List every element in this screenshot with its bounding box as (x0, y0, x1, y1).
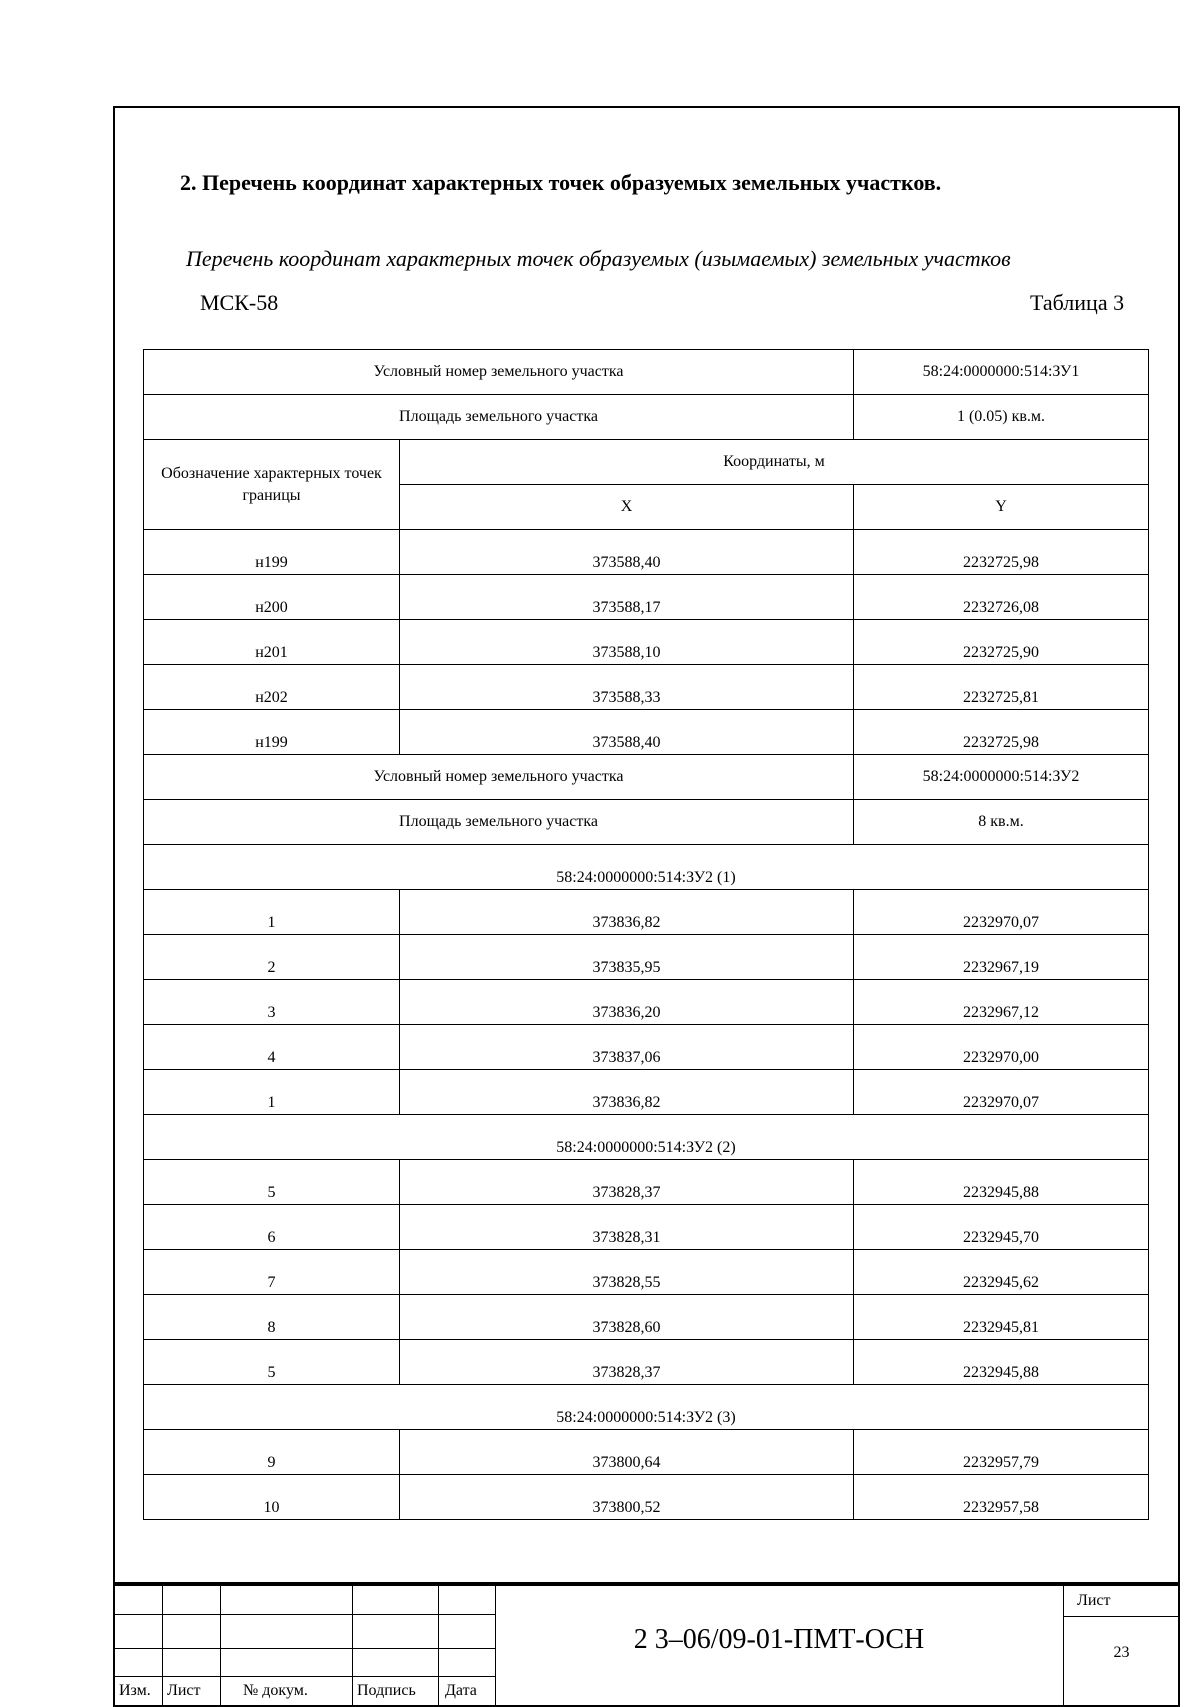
coords-header: Координаты, м (400, 440, 1149, 485)
y-header: Y (854, 485, 1149, 530)
point-x: 373588,33 (400, 665, 854, 710)
point-y: 2232725,98 (854, 710, 1149, 755)
point-y: 2232957,58 (854, 1475, 1149, 1520)
parcel-area-row (144, 800, 1149, 845)
table-row (144, 1340, 1149, 1385)
point-x: 373828,55 (400, 1250, 854, 1295)
point-x: 373836,82 (400, 1070, 854, 1115)
point-y: 2232957,79 (854, 1430, 1149, 1475)
table-row (144, 935, 1149, 980)
point-x: 373588,17 (400, 575, 854, 620)
stamp-divider (220, 1584, 221, 1707)
point-y: 2232726,08 (854, 575, 1149, 620)
point-y: 2232725,81 (854, 665, 1149, 710)
point-name: 2 (144, 935, 400, 980)
point-name: 8 (144, 1295, 400, 1340)
table-row (144, 1160, 1149, 1205)
table-row (144, 1070, 1149, 1115)
point-name: 6 (144, 1205, 400, 1250)
table-row (144, 1430, 1149, 1475)
contour-row (144, 845, 1149, 890)
point-y: 2232967,12 (854, 980, 1149, 1025)
stamp-divider (1063, 1616, 1180, 1617)
point-y: 2232945,62 (854, 1250, 1149, 1295)
stamp-divider (352, 1584, 353, 1707)
point-x: 373588,40 (400, 530, 854, 575)
stamp-divider (162, 1584, 163, 1707)
point-x: 373828,60 (400, 1295, 854, 1340)
point-y: 2232945,81 (854, 1295, 1149, 1340)
point-x: 373836,82 (400, 890, 854, 935)
point-y: 2232967,19 (854, 935, 1149, 980)
point-x: 373837,06 (400, 1025, 854, 1070)
stamp-col-docnum: № докум. (243, 1682, 308, 1699)
parcel-area-label: Площадь земельного участка (144, 800, 854, 845)
point-y: 2232725,98 (854, 530, 1149, 575)
point-name: н200 (144, 575, 400, 620)
table-label: Таблица 3 (1030, 290, 1125, 315)
table-row (144, 575, 1149, 620)
sheet-number: 23 (1113, 1644, 1130, 1661)
table-row (144, 1250, 1149, 1295)
point-y: 2232970,07 (854, 1070, 1149, 1115)
table-row (144, 665, 1149, 710)
table-row (144, 980, 1149, 1025)
point-y: 2232945,88 (854, 1340, 1149, 1385)
table-row (144, 620, 1149, 665)
point-name: 5 (144, 1160, 400, 1205)
table-row (144, 1205, 1149, 1250)
parcel-number-row (144, 350, 1149, 395)
contour-name: 58:24:0000000:514:ЗУ2 (3) (144, 1385, 1149, 1430)
point-name: 3 (144, 980, 400, 1025)
table-row (144, 1475, 1149, 1520)
table-subtitle: Перечень координат характерных точек образуемых (изымаемых) земельных участков (186, 246, 1011, 271)
contour-name: 58:24:0000000:514:ЗУ2 (1) (144, 845, 1149, 890)
point-name: 9 (144, 1430, 400, 1475)
x-header: X (400, 485, 854, 530)
point-x: 373835,95 (400, 935, 854, 980)
stamp-col-sheet: Лист (167, 1682, 201, 1699)
stamp-col-signature: Подпись (357, 1682, 416, 1699)
point-name: н199 (144, 530, 400, 575)
parcel-area-row (144, 395, 1149, 440)
table-row (144, 1025, 1149, 1070)
point-name: 5 (144, 1340, 400, 1385)
point-name: н199 (144, 710, 400, 755)
point-name-header: Обозначение характерных точек границы (144, 440, 400, 530)
stamp-divider (115, 1648, 495, 1649)
coordinate-system: МСК-58 (200, 290, 279, 315)
parcel-area-value: 8 кв.м. (854, 800, 1149, 845)
table-row (144, 1295, 1149, 1340)
point-name: 1 (144, 1070, 400, 1115)
parcel-number-label: Условный номер земельного участка (144, 350, 854, 395)
sheet-label: Лист (1077, 1592, 1111, 1609)
stamp-col-date: Дата (445, 1682, 477, 1699)
point-name: н201 (144, 620, 400, 665)
point-name: 1 (144, 890, 400, 935)
table-row (144, 890, 1149, 935)
point-x: 373588,10 (400, 620, 854, 665)
contour-row (144, 1385, 1149, 1430)
parcel-area-value: 1 (0.05) кв.м. (854, 395, 1149, 440)
point-x: 373588,40 (400, 710, 854, 755)
point-x: 373800,64 (400, 1430, 854, 1475)
point-name: 7 (144, 1250, 400, 1295)
point-y: 2232945,70 (854, 1205, 1149, 1250)
stamp-col-change: Изм. (119, 1682, 151, 1699)
title-block (113, 1582, 1180, 1707)
parcel-number-label: Условный номер земельного участка (144, 755, 854, 800)
coordinates-table (143, 349, 1149, 1520)
point-y: 2232970,00 (854, 1025, 1149, 1070)
contour-name: 58:24:0000000:514:ЗУ2 (2) (144, 1115, 1149, 1160)
section-heading: 2. Перечень координат характерных точек образуемых земельных участков. (180, 170, 942, 195)
table-row (144, 530, 1149, 575)
stamp-divider (115, 1676, 495, 1677)
parcel-number-value: 58:24:0000000:514:ЗУ2 (854, 755, 1149, 800)
point-x: 373828,37 (400, 1340, 854, 1385)
contour-row (144, 1115, 1149, 1160)
point-y: 2232725,90 (854, 620, 1149, 665)
header-row (144, 440, 1149, 485)
parcel-number-value: 58:24:0000000:514:ЗУ1 (854, 350, 1149, 395)
parcel-number-row (144, 755, 1149, 800)
point-name: 10 (144, 1475, 400, 1520)
parcel-area-label: Площадь земельного участка (144, 395, 854, 440)
point-y: 2232945,88 (854, 1160, 1149, 1205)
point-x: 373836,20 (400, 980, 854, 1025)
point-name: н202 (144, 665, 400, 710)
point-y: 2232970,07 (854, 890, 1149, 935)
stamp-divider (115, 1614, 495, 1615)
point-x: 373828,37 (400, 1160, 854, 1205)
stamp-divider (438, 1584, 439, 1707)
table-row (144, 710, 1149, 755)
point-x: 373828,31 (400, 1205, 854, 1250)
document-code: 2 3–06/09-01-ПМТ-ОСН (633, 1624, 925, 1655)
point-name: 4 (144, 1025, 400, 1070)
point-x: 373800,52 (400, 1475, 854, 1520)
